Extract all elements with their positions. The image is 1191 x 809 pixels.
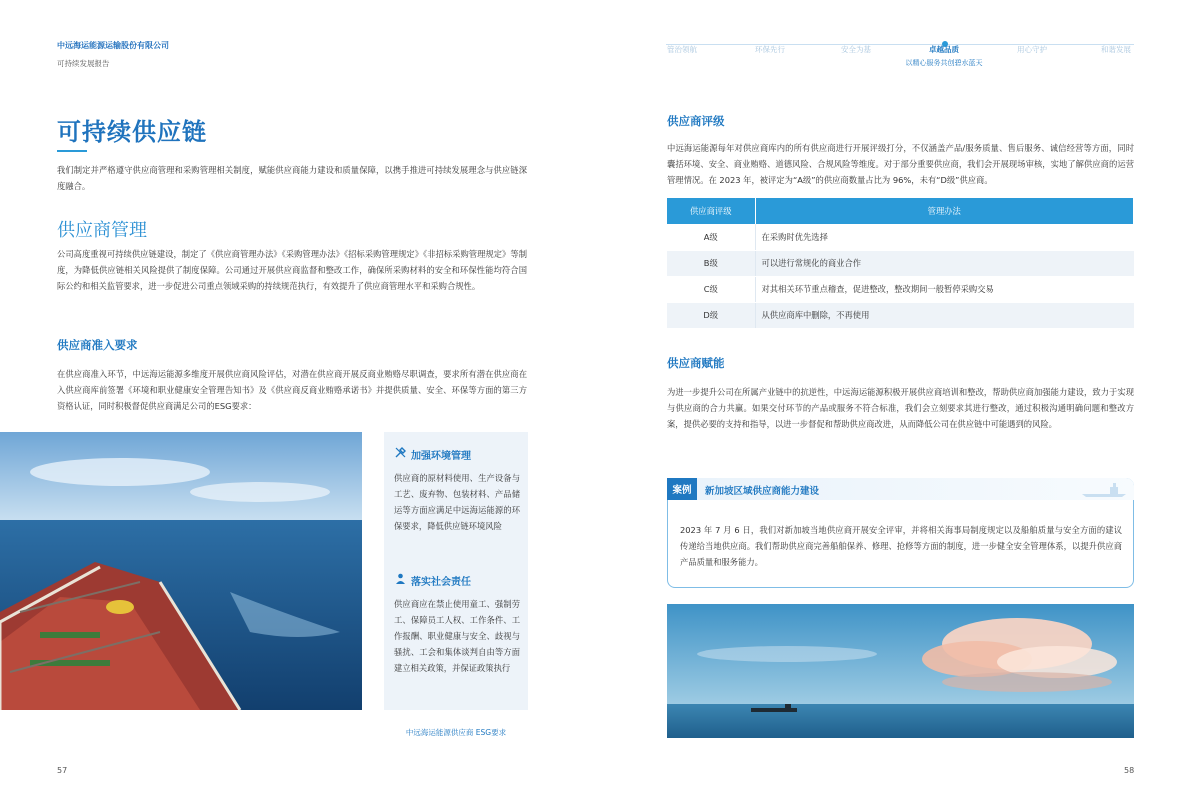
case-title: 新加坡区域供应商能力建设 <box>705 486 820 497</box>
nav-item-quality[interactable]: 卓越品质 <box>929 45 959 54</box>
table-row <box>667 276 1134 302</box>
esg-requirements-panel <box>384 432 528 710</box>
method-cell: 可以进行常规化的商业合作 <box>755 250 1134 276</box>
empowerment-title: 供应商赋能 <box>667 356 725 370</box>
supplier-grade-table <box>667 198 1134 329</box>
method-cell: 在采购时优先选择 <box>755 224 1134 250</box>
nav-active-subtitle: 以精心服务共创碧水蓝天 <box>905 59 983 67</box>
supplier-management-text: 公司高度重视可持续供应链建设，制定了《供应商管理办法》《采购管理办法》《招标采购管理规定》《非招标采购管理规定》等制度，为降低供应链相关风险提供了制度保障。公司通过开展供应商监督和整改工作，确保所采购材料的安全和环保性能均符合国际公约和相关监管要求，进一步促进公司重点领域采购的持续规范执行，有效提升了供应商管理水平和采购合规性。 <box>57 249 527 291</box>
nav-item-care[interactable]: 用心守护 <box>1017 45 1047 54</box>
nav-item-safety[interactable]: 安全为基 <box>841 45 871 54</box>
table-row <box>667 302 1134 328</box>
case-tag: 案例 <box>667 478 697 500</box>
page-number-left: 57 <box>57 766 68 775</box>
grade-cell: D级 <box>667 302 755 328</box>
admission-text: 在供应商准入环节，中远海运能源多维度开展供应商风险评估，对潜在供应商开展反商业贿赂尽职调查，要求所有潜在供应商在入供应商库前签署《环境和职业健康安全管理告知书》及《供应商反商业贿赂承诺书》并提供质量、安全、环保等方面的第三方资格认证，同时积极督促供应商满足公司的ESG要求： <box>57 369 527 411</box>
nav-item-governance[interactable]: 管治领航 <box>667 45 697 54</box>
intro-text: 我们制定并严格遵守供应商管理和采购管理相关制度，赋能供应商能力建设和质量保障，以携手推进可持续发展理念与供应链深度融合。 <box>57 165 527 191</box>
table-header-method: 管理办法 <box>755 198 1134 224</box>
env-management-title: 加强环境管理 <box>411 450 471 462</box>
grade-cell: A级 <box>667 224 755 250</box>
nav-item-environment[interactable]: 环保先行 <box>755 45 785 54</box>
env-management-text: 供应商的原材料使用、生产设备与工艺、废弃物、包装材料、产品储运等方面应满足中远海运能源的环保要求，降低供应链环境风险 <box>394 473 520 531</box>
title-underline <box>57 150 87 152</box>
image-caption: 中远海运能源供应商 ESG要求 <box>405 728 507 737</box>
social-responsibility-title: 落实社会责任 <box>411 576 471 588</box>
env-management-heading <box>394 446 471 462</box>
rating-text: 中远海运能源每年对供应商库内的所有供应商进行开展评级打分，不仅涵盖产品/服务质量、售后服务、诚信经营等方面，同时囊括环境、安全、商业贿赂、道德风险、合规风险等维度。对于部分重要供应商，我们会开展现场审核，实地了解供应商的运营管理情况。在 2023 年，被评定为“A级”的供应商数量占比为 96%，未有“D级”供应商。 <box>667 143 1134 185</box>
table-row <box>667 224 1134 250</box>
ship-silhouette-icon <box>1080 480 1128 498</box>
table-header-grade: 供应商评级 <box>667 198 755 224</box>
tanker-deck-image <box>0 432 362 710</box>
section-title-supplier-management: 供应商管理 <box>57 220 147 241</box>
chapter-nav <box>666 40 1134 70</box>
subsection-title-admission: 供应商准入要求 <box>57 338 138 352</box>
page-number-right: 58 <box>1124 766 1135 775</box>
method-cell: 对其相关环节重点稽查，促进整改，整改期间一般暂停采购交易 <box>755 276 1134 302</box>
grade-cell: B级 <box>667 250 755 276</box>
social-responsibility-text: 供应商应在禁止使用童工、强制劳工、保障员工人权、工作条件、工作报酬、职业健康与安全、歧视与骚扰、工会和集体谈判自由等方面建立相关政策，并保证政策执行 <box>394 599 520 673</box>
rating-title: 供应商评级 <box>667 114 725 128</box>
wrench-icon <box>394 446 407 462</box>
sea-cloud-ship-image <box>667 604 1134 738</box>
social-responsibility-heading <box>394 572 471 588</box>
report-name: 可持续发展报告 <box>57 59 110 68</box>
empowerment-text: 为进一步提升公司在所属产业链中的抗逆性，中远海运能源积极开展供应商培训和整改，帮助供应商加强能力建设，致力于实现与供应商的合力共赢。如果交付环节的产品或服务不符合标准，我们会立刻要求其进行整改，通过积极沟通明确问题和整改方案，提供必要的支持和指导，以进一步督促和帮助供应商改进，从而降低公司在供应链中可能遇到的风险。 <box>667 387 1134 429</box>
page-title: 可持续供应链 <box>57 118 207 146</box>
case-text: 2023 年 7 月 6 日，我们对新加坡当地供应商开展安全评审，并将相关海事局制度规定以及船舶质量与安全方面的建议传递给当地供应商。我们帮助供应商完善船舶保养、修理、抢修等方面的制度，进一步健全安全管理体系，以提升供应商产品质量和服务能力。 <box>680 525 1122 567</box>
method-cell: 从供应商库中删除，不再使用 <box>755 302 1134 328</box>
table-row <box>667 250 1134 276</box>
nav-item-harmony[interactable]: 和谐发展 <box>1101 45 1131 54</box>
nav-line <box>666 44 1134 45</box>
grade-cell: C级 <box>667 276 755 302</box>
company-name: 中远海运能源运输股份有限公司 <box>57 41 169 50</box>
people-icon <box>394 572 407 588</box>
